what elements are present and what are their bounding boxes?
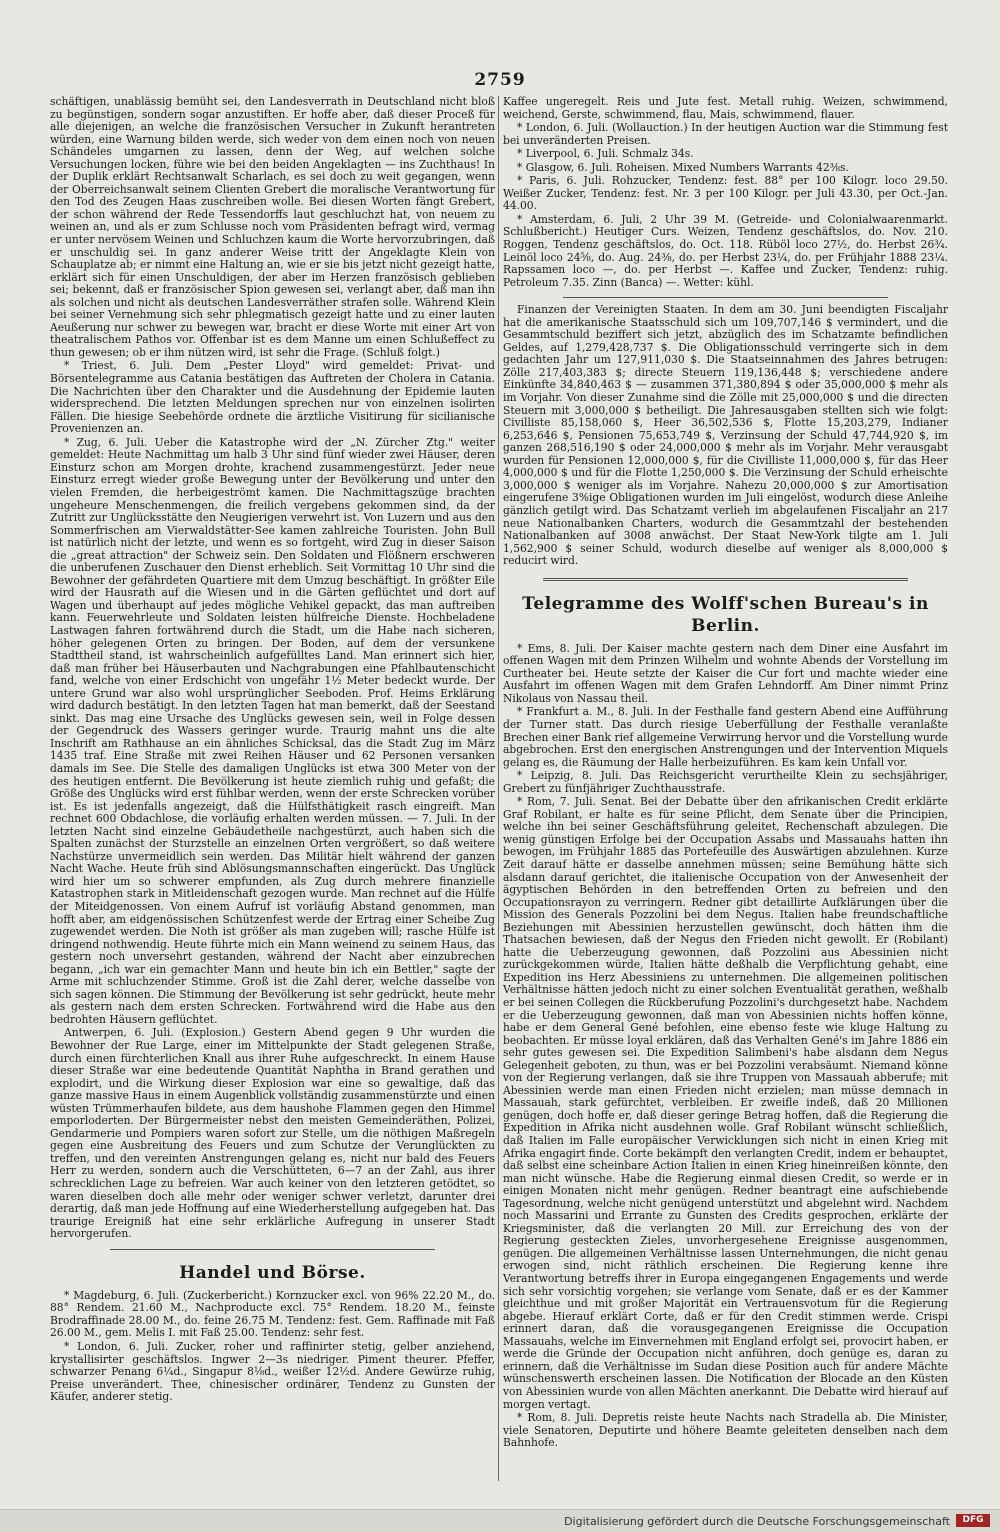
dfg-logo: DFG bbox=[956, 1514, 990, 1527]
telegram-item: * Rom, 7. Juli. Senat. Bei der Debatte über den afrikanischen Credit erklärte Graf Robilant, er halte es für seine Pflicht, dem Senate über die Principien, welche ihn bei seiner Geschäftsführung geleitet, Rechenschaft abzulegen. Die wenig günstigen Erfolge bei der Occupation Assabs und Massauahs hatten ihn bewogen, im Frühjahr 1885 das Portefeuille des Auswärtigen abzulehnen. Kurze Zeit darauf hätte er dasselbe annehmen müssen; seine Bemühung hätte sich alsdann darauf gerichtet, die italienische Occupation von der Anwesenheit der ägyptischen Behörden in den betreffenden Orten zu befreien und den Occupationsrayon zu verringern. Redner gibt detaillirte Aufklärungen über die Mission des Generals Pozzolini bei dem Negus. Italien habe freundschaftliche Beziehungen mit Abessinien herzustellen gewünscht, doch hätten ihm die Thatsachen bewiesen, daß der Negus den Frieden nicht gewollt. Er (Robilant) hatte die Ueberzeugung gewonnen, daß Pozzolini aus Abessinien nicht zurückgekommen würde, Italien hätte deßhalb die Verpflichtung gehabt, eine Expedition ins Herz Abessiniens zu unternehmen. Die allgemeinen politischen Verhältnisse hätten jedoch nicht zu einer solchen Eventualität gerathen, weßhalb er bei seinen Collegen die Rückberufung Pozzolini's durchgesetzt habe. Nachdem er die Ueberzeugung gewonnen, daß man von Abessinien nichts hoffen könne, habe er dem General Gené befohlen, eine ebenso feste wie kluge Haltung zu beobachten. Er müsse loyal erklären, daß das Verhalten Gené's im Jahre 1886 ein sehr gutes gewesen sei. Die Expedition Salimbeni's habe alsdann dem Negus Gelegenheit geboten, zu thun, was er bei Pozzolini verabsäumt. Niemand könne von der Regierung verlangen, daß sie ihre Truppen von Massauah abberufe; mit Abessinien werde man einen Frieden nicht erzielen; man müsse demnach in Massauah, stark gefürchtet, verbleiben. Er zweifle indeß, daß 20 Millionen genügen, doch hoffe er, daß dieser geringe Betrag hoffen, daß die Regierung die Expedition in Afrika nicht ausdehnen wolle. Graf Robilant wünscht schließlich, daß Italien im Falle europäischer Verwicklungen sich nicht in einen Krieg mit Afrika engagirt finde. Corte bekämpft den verlangten Credit, indem er behauptet, daß selbst eine scheinbare Action Italien in einen Krieg hineinreißen könnte, den man nicht wünsche. Habe die Regierung einmal diesen Credit, so werde er in einigen Monaten nicht mehr genügen. Redner beantragt eine aufschiebende Tagesordnung, welche nicht genügend unterstützt und abgelehnt wird. Nachdem noch Massarini und Errante zu Gunsten des Credits gesprochen, erklärte der Kriegsminister, daß die verlangten 20 Mill. zur Erreichung des von der Regierung gesteckten Zieles, unvorhergesehene Ereignisse ausgenommen, genügen. Die allgemeinen Verhältnisse lassen Unternehmungen, die nicht genau erwogen sind, nicht räthlich erscheinen. Die Regierung kenne ihre Verantwortung betreffs ihrer in Europa eingegangenen Engagements und werde sich sehr vorsichtig vorgehen; sie verlange vom Senate, daß er es der Kammer gleichthue und mit großer Majorität ein Vertrauensvotum für die Regierung abgebe. Hierauf erklärt Corte, daß er für den Credit stimmen werde. Crispi erinnert daran, daß die vorausgegangenen Ereignisse die Occupation Massauahs, welche im Einvernehmen mit England erfolgt sei, provocirt haben, er werde die Gründe der Occupation nicht anführen, doch genüge es, daran zu erinnern, daß die Verhältnisse im Sudan diese Position auch für andere Mächte wünschenswerth erscheinen lassen. Die Notification der Blocade an den Küsten von Abessinien wurde von allen Mächten anerkannt. Die Debatte wird hierauf auf morgen vertagt. bbox=[503, 795, 948, 1411]
article-paragraph: Antwerpen, 6. Juli. (Explosion.) Gestern Abend gegen 9 Uhr wurden die Bewohner der Rue Large, einer im Mittelpunkte der Stadt gelegenen Straße, durch einen fürchterlichen Knall aus ihrer Ruhe aufgeschreckt. In einem Hause dieser Straße war eine bedeutende Quantität Naphtha in Brand gerathen und explodirt, und die Wirkung dieser Explosion war eine so gewaltige, daß das ganze massive Haus in einem Augenblick vollständig zusammenstürzte und einen wüsten Trümmerhaufen bildete, aus dem haushohe Flammen gegen den Himmel emporloderten. Der Bürgermeister nebst den meisten Gemeinderäthen, Polizei, Gendarmerie und Pompiers waren sofort zur Stelle, um die nöthigen Maßregeln gegen eine Ausbreitung des Feuers und zum Schutze der Verunglückten zu treffen, und den vereinten Anstrengungen gelang es, nicht nur bald des Feuers Herr zu werden, sondern auch die Verschütteten, 6—7 an der Zahl, aus ihrer schrecklichen Lage zu befreien. War auch keiner von den letzteren getödtet, so waren dieselben doch alle mehr oder weniger schwer verletzt, darunter drei derartig, daß man jede Hoffnung auf eine Wiederherstellung aufgegeben hat. Das traurige Ereigniß hat eine sehr erklärliche Aufregung in unserer Stadt hervorgerufen. bbox=[50, 1026, 495, 1241]
telegram-item: * Ems, 8. Juli. Der Kaiser machte gestern nach dem Diner eine Ausfahrt im offenen Wagen mit dem Prinzen Wilhelm und wohnte Abends der Vorstellung im Curtheater bei. Heute setzte der Kaiser die Cur fort und machte wieder eine Ausfahrt im offenen Wagen mit dem Grafen Lehndorff. Am Diner nimmt Prinz Nikolaus von Nassau theil. bbox=[503, 641, 948, 705]
market-report: * Amsterdam, 6. Juli, 2 Uhr 39 M. (Getreide- und Colonialwaarenmarkt. Schlußbericht.) Heutiger Curs. Weizen, Tendenz geschäftslos, do. Nov. 210. Roggen, Tendenz geschäftslos, do. Oct. 118. Rüböl loco 27½, do. Herbst 26¾. Leinöl loco 24⅝, do. Aug. 24⅜, do. per Herbst 23¼, do. per Frühjahr 1888 23¼. Rapssamen loco —, do. per Herbst —. Kaffee und Zucker, Tendenz: ruhig. Petroleum 7.35. Zinn (Banca) —. Wetter: kühl. bbox=[503, 212, 948, 289]
article-paragraph: schäftigen, unablässig bemüht sei, den Landesverrath in Deutschland nicht bloß zu begünstigen, sondern sogar anzustiften. Er hoffe aber, daß dieser Proceß für alle diejenigen, an welche die französischen Versucher in Zukunft herantreten würden, eine Warnung bilden werde, sich weder von dem einen noch von neuen Schändeles umgarnen zu lassen, denn der Weg, auf welchen solche Versuchungen locken, führe wie bei den beiden Angeklagten — ins Zuchthaus! In der Duplik erklärt Rechtsanwalt Scharlach, es sei doch zu weit gegangen, wenn der Oberreichsanwalt seinem Clienten Grebert die moralische Verantwortung für den Tod des Zeugen Haas zuschreiben wolle. Bei diesen Worten fängt Grebert, der schon während der Rede Tessendorffs laut geschluchzt hat, von neuem zu weinen an, und als er zum Schlusse noch vom Präsidenten befragt wird, vermag er unter nervösem Weinen und Schluchzen kaum die Worte hervorzubringen, daß er unschuldig sei. In ganz anderer Weise tritt der Angeklagte Klein von Schauplatze ab; er nimmt eine Haltung an, wie er sie bis jetzt nicht gezeigt hatte, erklärt sich für einen Unschuldigen, der aber im Herzen französisch geblieben sei; bekennt, daß er französischer Spion gewesen sei, verlangt aber, daß man ihn als solchen und nicht als deutschen Landesverräther strafen solle. Während Klein bei seiner Vernehmung sich sehr phlegmatisch gezeigt hatte und zu einer lauten Aeußerung nur schwer zu bewegen war, bracht er diese Worte mit einer Art von theatralischem Pathos vor. Offenbar ist es dem Manne um einen Schlußeffect zu thun gewesen; ob er ihm nützen wird, ist sehr die Frage. (Schluß folgt.) bbox=[50, 95, 495, 359]
section-divider bbox=[563, 297, 888, 298]
market-report: * Liverpool, 6. Juli. Schmalz 34s. bbox=[517, 147, 694, 161]
telegram-item: * Frankfurt a. M., 8. Juli. In der Festhalle fand gestern Abend eine Aufführung der Turner statt. Das durch riesige Ueberfüllung der Festhalle veranlaßte Brechen einer Bank rief allgemeine Verwirrung hervor und die Vorstellung wurde abgebrochen. Erst den energischen Anstrengungen und der Intervention Miquels gelang es, die Räumung der Halle herbeizuführen. Es kam kein Unfall vor. bbox=[503, 705, 948, 769]
article-paragraph: * Triest, 6. Juli. Dem „Pester Lloyd" wird gemeldet: Privat- und Börsentelegramme aus Catania bestätigen das Auftreten der Cholera in Catania. Die Nachrichten über den Charakter und die Ausdehnung der Epidemie lauten widersprechend. Die letzten Meldungen sprechen nur von einzelnen isolirten Fällen. Die hiesige Seebehörde ordnete die ärztliche Visitirung für sicilianische Provenienzen an. bbox=[50, 359, 495, 436]
section-divider bbox=[110, 1249, 435, 1250]
finance-article: Finanzen der Vereinigten Staaten. In dem am 30. Juni beendigten Fiscaljahr hat die amerikanische Staatsschuld sich um 109,707,146 $ vermindert, und die Gesammtschuld beziffert sich jetzt, abzüglich des im Schatzamte befindlichen Geldes, auf 1,279,428,737 $. Die Obligationsschuld verringerte sich in dem gedachten Jahr um 127,911,030 $. Die Staatseinnahmen des Jahres betrugen: Zölle 217,403,383 $; directe Steuern 119,136,448 $; verschiedene andere Einkünfte 34,840,463 $ — zusammen 371,380,894 $ oder 35,000,000 $ mehr als im Vorjahr. Von dieser Zunahme sind die Zölle mit 25,000,000 $ und die directen Steuern mit 3,000,000 $ betheiligt. Die Jahresausgaben stellten sich wie folgt: Civilliste 85,158,060 $, Heer 36,502,536 $, Flotte 15,203,279, Indianer 6,253,646 $, Pensionen 75,653,749 $, Verzinsung der Schuld 47,744,920 $, im ganzen 268,516,190 $ oder 24,000,000 $ mehr als im Vorjahr. Mehr verausgabt wurden für Pensionen 12,000,000 $, für die Civilliste 11,000,000 $, für das Heer 4,000,000 $ und für die Flotte 1,250,000 $. Die Verzinsung der Schuld erheischte 3,000,000 $ weniger als im Vorjahre. Nahezu 20,000,000 $ zur Amortisation eingerufene 3%ige Obligationen wurden im Juli eingelöst, wodurch diese Anleihe gänzlich getilgt wird. Das Schatzamt verlieh im abgelaufenen Fiscaljahr an 217 neue Nationalbanken Charters, wodurch die Gesammtzahl der bestehenden Nationalbanken auf 3008 anwächst. Der Staat New-York tilgte am 1. Juli 1,562,900 $ seiner Schuld, wodurch dieselbe auf weniger als 8,000,000 $ reducirt wird. bbox=[503, 303, 948, 568]
left-column bbox=[50, 96, 495, 1404]
article-paragraph: * Zug, 6. Juli. Ueber die Katastrophe wird der „N. Zürcher Ztg." weiter gemeldet: Heute Nachmittag um halb 3 Uhr sind fünf wieder zwei Häuser, deren Einsturz schon am Morgen drohte, krachend zusammengestürzt. Jeder neue Einsturz erregt wieder große Bewegung unter der Bevölkerung und unter den vielen Fremden, die herbeigeströmt kamen. Die Nachmittagszüge brachten ungeheure Menschenmengen, die freilich vergebens gekommen sind, da der Zutritt zur Unglücksstätte den Neugierigen verwehrt ist. Von Luzern und aus den Sommerfrischen am Vierwaldstätter-See kamen zahlreiche Touristen. John Bull ist natürlich nicht der letzte, und wenn es so fortgeht, wird Zug in dieser Saison die „great attraction" der Schweiz sein. Den Soldaten und Flößnern erschweren die unberufenen Zuschauer den Dienst erheblich. Seit Vormittag 10 Uhr sind die Bewohner der gefährdeten Quartiere mit dem Umzug beschäftigt. In größter Eile wird der Hausrath auf die Wiesen und in die Gärten geflüchtet und dort auf Wagen und überhaupt auf jedes mögliche Vehikel gepackt, das man auftreiben kann. Feuerwehrleute und Soldaten leisten hülfreiche Dienste. Hochbeladene Lastwagen fahren fortwährend durch die Stadt, um die Habe nach sicheren, höher gelegenen Orten zu bringen. Der Boden, auf dem der versunkene Stadttheil stand, ist wahrscheinlich aufgefülltes Land. Man erinnert sich hier, daß man früher bei Häuserbauten und Nachgrabungen eine Pfahlbautenschicht fand, welche von einer Erdschicht von ungefähr 1½ Meter bedeckt wurde. Der untere Grund war also wohl ursprünglicher Seeboden. Prof. Heims Erklärung wird dadurch bestätigt. In den letzten Tagen hat man bemerkt, daß der Seestand sinkt. Das mag eine Ursache des Unglücks gewesen sein, weil in Folge dessen der Gegendruck des Wassers geringer wurde. Traurig mahnt uns die alte Inschrift am Rathhause an ein ähnliches Schicksal, das die Stadt Zug im März 1435 traf. Eine Straße mit zwei Reihen Häuser und 62 Personen versanken damals im See. Die Stelle des damaligen Unglücks ist etwa 300 Meter von der des heutigen entfernt. Die Bevölkerung ist heute ziemlich ruhig und gefaßt; die Größe des Unglücks wird erst fühlbar werden, wenn der erste Schrecken vorüber ist. Es ist jedenfalls angezeigt, daß die Hülfsthätigkeit rasch eingreift. Man rechnet 600 Obdachlose, die vorläufig erhalten werden müssen. — 7. Juli. In der letzten Nacht sind einzelne Gebäudetheile nachgestürzt, auch haben sich die Spalten zunächst der Sturzstelle an einzelnen Orten vergrößert, so daß weitere Nachstürze unvermeidlich sein werden. Das Militär hielt während der ganzen Nacht Wache. Heute früh sind Ablösungsmannschaften eingerückt. Das Unglück wird hier um so schwerer empfunden, als Zug durch mehrere finanzielle Katastrophen stark in Mitleidenschaft gezogen wurde. Man rechnet auf die Hülfe der Miteidgenossen. Von einem Aufruf ist vorläufig Abstand genommen, man hofft aber, am eidgenössischen Schützenfest werde der Ertrag einer Scheibe Zug zugewendet werden. Die Noth ist größer als man zugeben will; rasche Hülfe ist dringend nothwendig. Heute führte mich ein Mann weinend zu seinem Haus, das gestern noch unversehrt gestanden, während der Nacht aber einzubrechen begann, „ich war ein gemachter Mann und heute bin ich ein Bettler," sagte der Arme mit schluchzender Stimme. Groß ist die Zahl derer, welche dasselbe von sich sagen können. Die Stimmung der Bevölkerung ist sehr gedrückt, heute mehr als gestern nach dem ersten Schrecken. Fortwährend wird die Habe aus den bedrohten Häusern geflüchtet. bbox=[50, 435, 495, 1026]
telegram-item: * Rom, 8. Juli. Depretis reiste heute Nachts nach Stradella ab. Die Minister, viele Senatoren, Deputirte und höhere Beamte geleiteten denselben nach dem Bahnhofe. bbox=[503, 1411, 948, 1450]
right-column bbox=[503, 96, 948, 1450]
telegram-item: * Leipzig, 8. Juli. Das Reichsgericht verurtheilte Klein zu sechsjähriger, Grebert zu fünfjähriger Zuchthausstrafe. bbox=[503, 769, 948, 795]
section-divider bbox=[543, 578, 908, 581]
footer-credit: Digitalisierung gefördert durch die Deutsche Forschungsgemeinschaft bbox=[564, 1515, 950, 1528]
market-report: * Magdeburg, 6. Juli. (Zuckerbericht.) Kornzucker excl. von 96% 22.20 M., do. 88° Rendem. 21.60 M., Nachproducte excl. 75° Rendem. 18.20 M., feinste Brodraffinade 28.00 M., do. feine 26.75 M. Tendenz: fest. Gem. Raffinade mit Faß 26.00 M., gem. Melis I. mit Faß 25.00. Tendenz: sehr fest. bbox=[50, 1288, 495, 1340]
telegram-heading: Telegramme des Wolff'schen Bureau's in Berlin. bbox=[522, 593, 929, 636]
market-report: Kaffee ungeregelt. Reis und Jute fest. Metall ruhig. Weizen, schwimmend, weichend, Gerste, schwimmend, flau, Mais, schwimmend, flauer. bbox=[503, 95, 948, 121]
digitization-footer bbox=[0, 1509, 1000, 1532]
market-report: * London, 6. Juli. Zucker, roher und raffinirter stetig, gelber anziehend, krystallisirter geschäftslos. Ingwer 2—3s niedriger. Piment theurer. Pfeffer, schwarzer Penang 6¼d., Singapur 8⅛d., weißer 12½d. Andere Gewürze ruhig, Preise unverändert. Thee, chinesischer ordinärer, Tendenz zu Gunsten der Käufer, anderer stetig. bbox=[50, 1339, 495, 1404]
market-report: * Glasgow, 6. Juli. Roheisen. Mixed Numbers Warrants 42⅜s. bbox=[517, 160, 849, 174]
page-number: 2759 bbox=[474, 70, 526, 90]
market-report: * London, 6. Juli. (Wollauction.) In der heutigen Auction war die Stimmung fest bei unveränderten Preisen. bbox=[503, 121, 948, 147]
column-rule bbox=[498, 96, 499, 1481]
market-report: * Paris, 6. Juli. Rohzucker, Tendenz: fest. 88° per 100 Kilogr. loco 29.50. Weißer Zucker, Tendenz: fest. Nr. 3 per 100 Kilogr. per Juli 43.30, per Oct.-Jan. 44.00. bbox=[503, 174, 948, 213]
commerce-heading: Handel und Börse. bbox=[179, 1262, 366, 1283]
